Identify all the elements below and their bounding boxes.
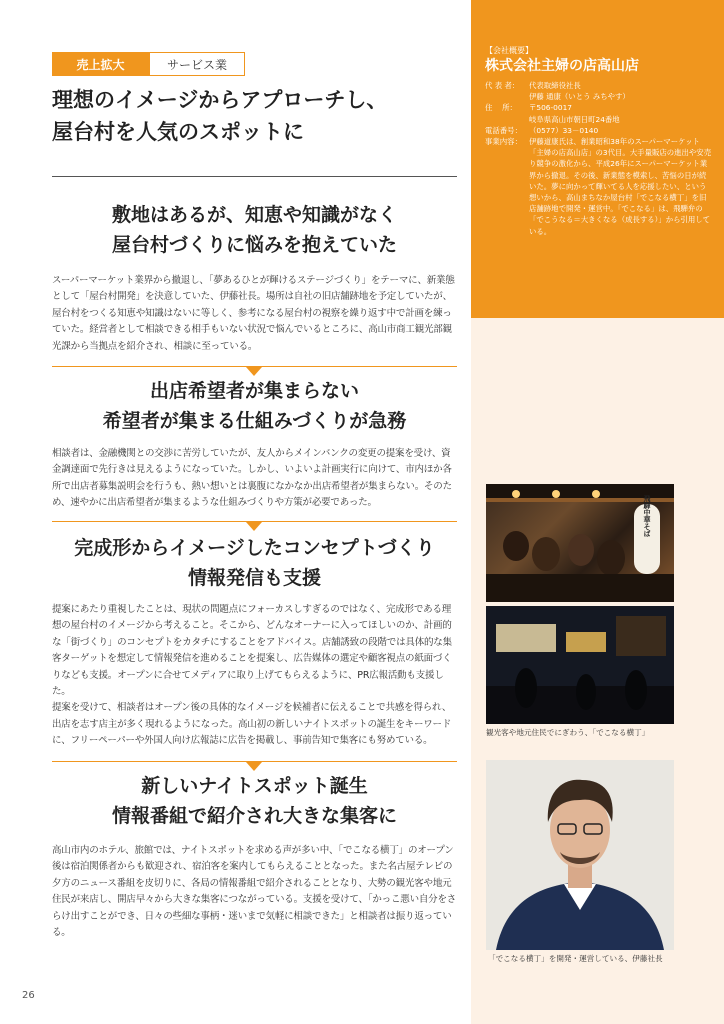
info-row-representative-name xyxy=(485,91,712,102)
info-value: 〒506-0017 xyxy=(529,103,572,113)
tag-sales-expansion: 売上拡大 xyxy=(52,52,149,76)
section-2-heading-line2: 希望者が集まる仕組みづくりが急務 xyxy=(102,410,407,432)
section-2-heading-line1: 出店希望者が集まらない xyxy=(149,380,359,402)
lantern-sign: 飛騨中華そば xyxy=(643,495,651,537)
section-3-body: 提案にあたり重視したことは、現状の問題点にフォーカスしすぎるのではなく、完成形である理想の屋台村のイメージから考えること。そこから、どんなオーナーに入ってほしいのか、計画的な「街づくり」のコンセプトをカタチにすることをアドバイス。店舗誘致の段階では具体的な集客ターゲットを想定して情報発信を進めることを提案し、広告媒体の選定や顧客視点の紙面づくりなども支援。オープンに合せてメディアに取り上げてもらえるように、PR広報活動も支援した。 提案を受けて、相談者はオープン後の具体的なイメージを候補者に伝えることで共感を得られ、出店を志す店主が多く現れるようになった。高山初の新しいナイトスポットの誕生をキーワードに、フリーペーパーや外国人向け広報誌に広告を掲載し、事前告知で集客にも努めている。 xyxy=(52,604,452,747)
category-tags xyxy=(52,52,245,76)
info-value: 岐阜県高山市朝日町24番地 xyxy=(529,114,620,124)
section-3-heading-line1: 完成形からイメージしたコンセプトづくり xyxy=(74,537,435,559)
info-label: 住 所： xyxy=(485,103,517,113)
section-2-body: 相談者は、金融機関との交渉に苦労していたが、友人からメインバンクの変更の提案を受け、資金調達面で先行きは見えるようになっていた。しかし、いよいよ計画実行に向けて、市内ほか各所で出店者募集説明会を行うも、熱い想いとは裏腹になかなか出店希望者が集まらない。そのため、速やかに出店希望者が集まるような仕組みづくりや方策が必要であった。 xyxy=(52,448,452,509)
down-arrow-icon xyxy=(246,367,262,376)
section-4-body: 高山市内のホテル、旅館では、ナイトスポットを求める声が多い中、「でこなる横丁」のオープン後は宿泊関係者からも歓迎され、宿泊客を案内してもらえることとなった。また名古屋テレビの夕方のニュース番組を皮切りに、各局の情報番組で紹介されることとなり、大勢の観光客や地元住民が来店し、開店早々から大きな集客につながっている。支援を受けて、「かっこ悪い自分をさらけ出すことができ、日々の些細な事柄・迷いまで気軽に相談できた」と相談者は振り返っている。 xyxy=(52,845,457,939)
company-profile-tag: 【会社概要】 xyxy=(485,46,533,55)
alley-photo-caption: 観光客や地元住民でにぎわう、「でこなる横丁」 xyxy=(486,728,650,737)
info-row-business xyxy=(485,136,712,237)
info-label xyxy=(485,114,529,125)
info-value: （0577）33－0140 xyxy=(529,125,599,135)
section-3-heading-line2: 情報発信も支援 xyxy=(187,567,321,589)
president-portrait xyxy=(486,760,674,950)
info-value: 代表取締役社長 xyxy=(529,81,581,90)
info-label xyxy=(485,91,529,102)
section-3-heading xyxy=(52,533,457,593)
info-label: 電話番号： xyxy=(485,125,522,135)
yatai-crowd-photo xyxy=(486,484,674,602)
section-1-heading-line1: 敷地はあるが、知恵や知識がなく xyxy=(111,204,397,226)
page-title-line2: 屋台村を人気のスポットに xyxy=(52,119,304,144)
tag-service-industry: サービス業 xyxy=(149,52,245,76)
down-arrow-icon xyxy=(246,522,262,531)
section-4-heading xyxy=(52,771,457,831)
down-arrow-icon xyxy=(246,762,262,771)
yokocho-night-photo xyxy=(486,606,674,724)
yokocho-night-illustration xyxy=(486,606,674,724)
info-value: 伊藤 通康（いとう みちやす） xyxy=(529,92,630,102)
section-4-heading-line2: 情報番組で紹介され大きな集客に xyxy=(111,805,397,827)
page-number: 26 xyxy=(22,990,35,1001)
page-title-line1: 理想のイメージからアプローチし、 xyxy=(52,87,388,112)
info-label: 事業内容： xyxy=(485,137,522,147)
info-label: 代 表 者： xyxy=(485,81,520,90)
portrait-caption: 「でこなる横丁」を開発・運営している、伊藤社長 xyxy=(488,954,663,963)
page-title xyxy=(52,84,457,148)
info-row-representative xyxy=(485,80,712,91)
company-profile xyxy=(471,0,724,318)
section-1-heading-line2: 屋台村づくりに悩みを抱えていた xyxy=(111,234,397,256)
title-rule xyxy=(52,176,457,177)
section-1-body: スーパーマーケット業界から撤退し、「夢あるひとが輝けるステージづくり」をテーマに、新業態として「屋台村開発」を決意していた、伊藤社長。場所は自社の旧店舗跡地を予定していたが、屋台村をつくる知恵や知識はないに等しく、参考になる屋台村の視察を繰り返す中で計画を練っていた。経営者として相談できる相手もいない状況で悩んでいるところに、高山市商工観光部観光課から当拠点を紹介され、相談に至っている。 xyxy=(52,275,455,352)
portrait-illustration xyxy=(486,760,674,950)
info-row-address xyxy=(485,114,712,125)
info-value: 伊藤道康氏は、創業昭和38年のスーパーマーケット「主婦の店高山店」の3代目。大手量販店の進出や安売り競争の激化から、平成26年にスーパーマーケット業界から撤退。その後、新業態を模索し、苦悩の日が続いた。夢に向かって輝いてる人を応援したい、という想いから、高山まちなか屋台村「でこなる横丁」を旧店舗跡地で開発・運営中。「でこなる」は、飛騨弁の「でこうなる＝大きくなる（成長する）」から引用している。 xyxy=(529,137,712,236)
section-1-heading xyxy=(52,200,457,260)
info-row-postal-code xyxy=(485,102,712,113)
yatai-crowd-illustration xyxy=(486,484,674,602)
company-name: 株式会社主婦の店高山店 xyxy=(485,58,639,74)
section-4-heading-line1: 新しいナイトスポット誕生 xyxy=(141,775,368,797)
info-row-phone xyxy=(485,125,712,136)
section-2-heading xyxy=(52,376,457,436)
